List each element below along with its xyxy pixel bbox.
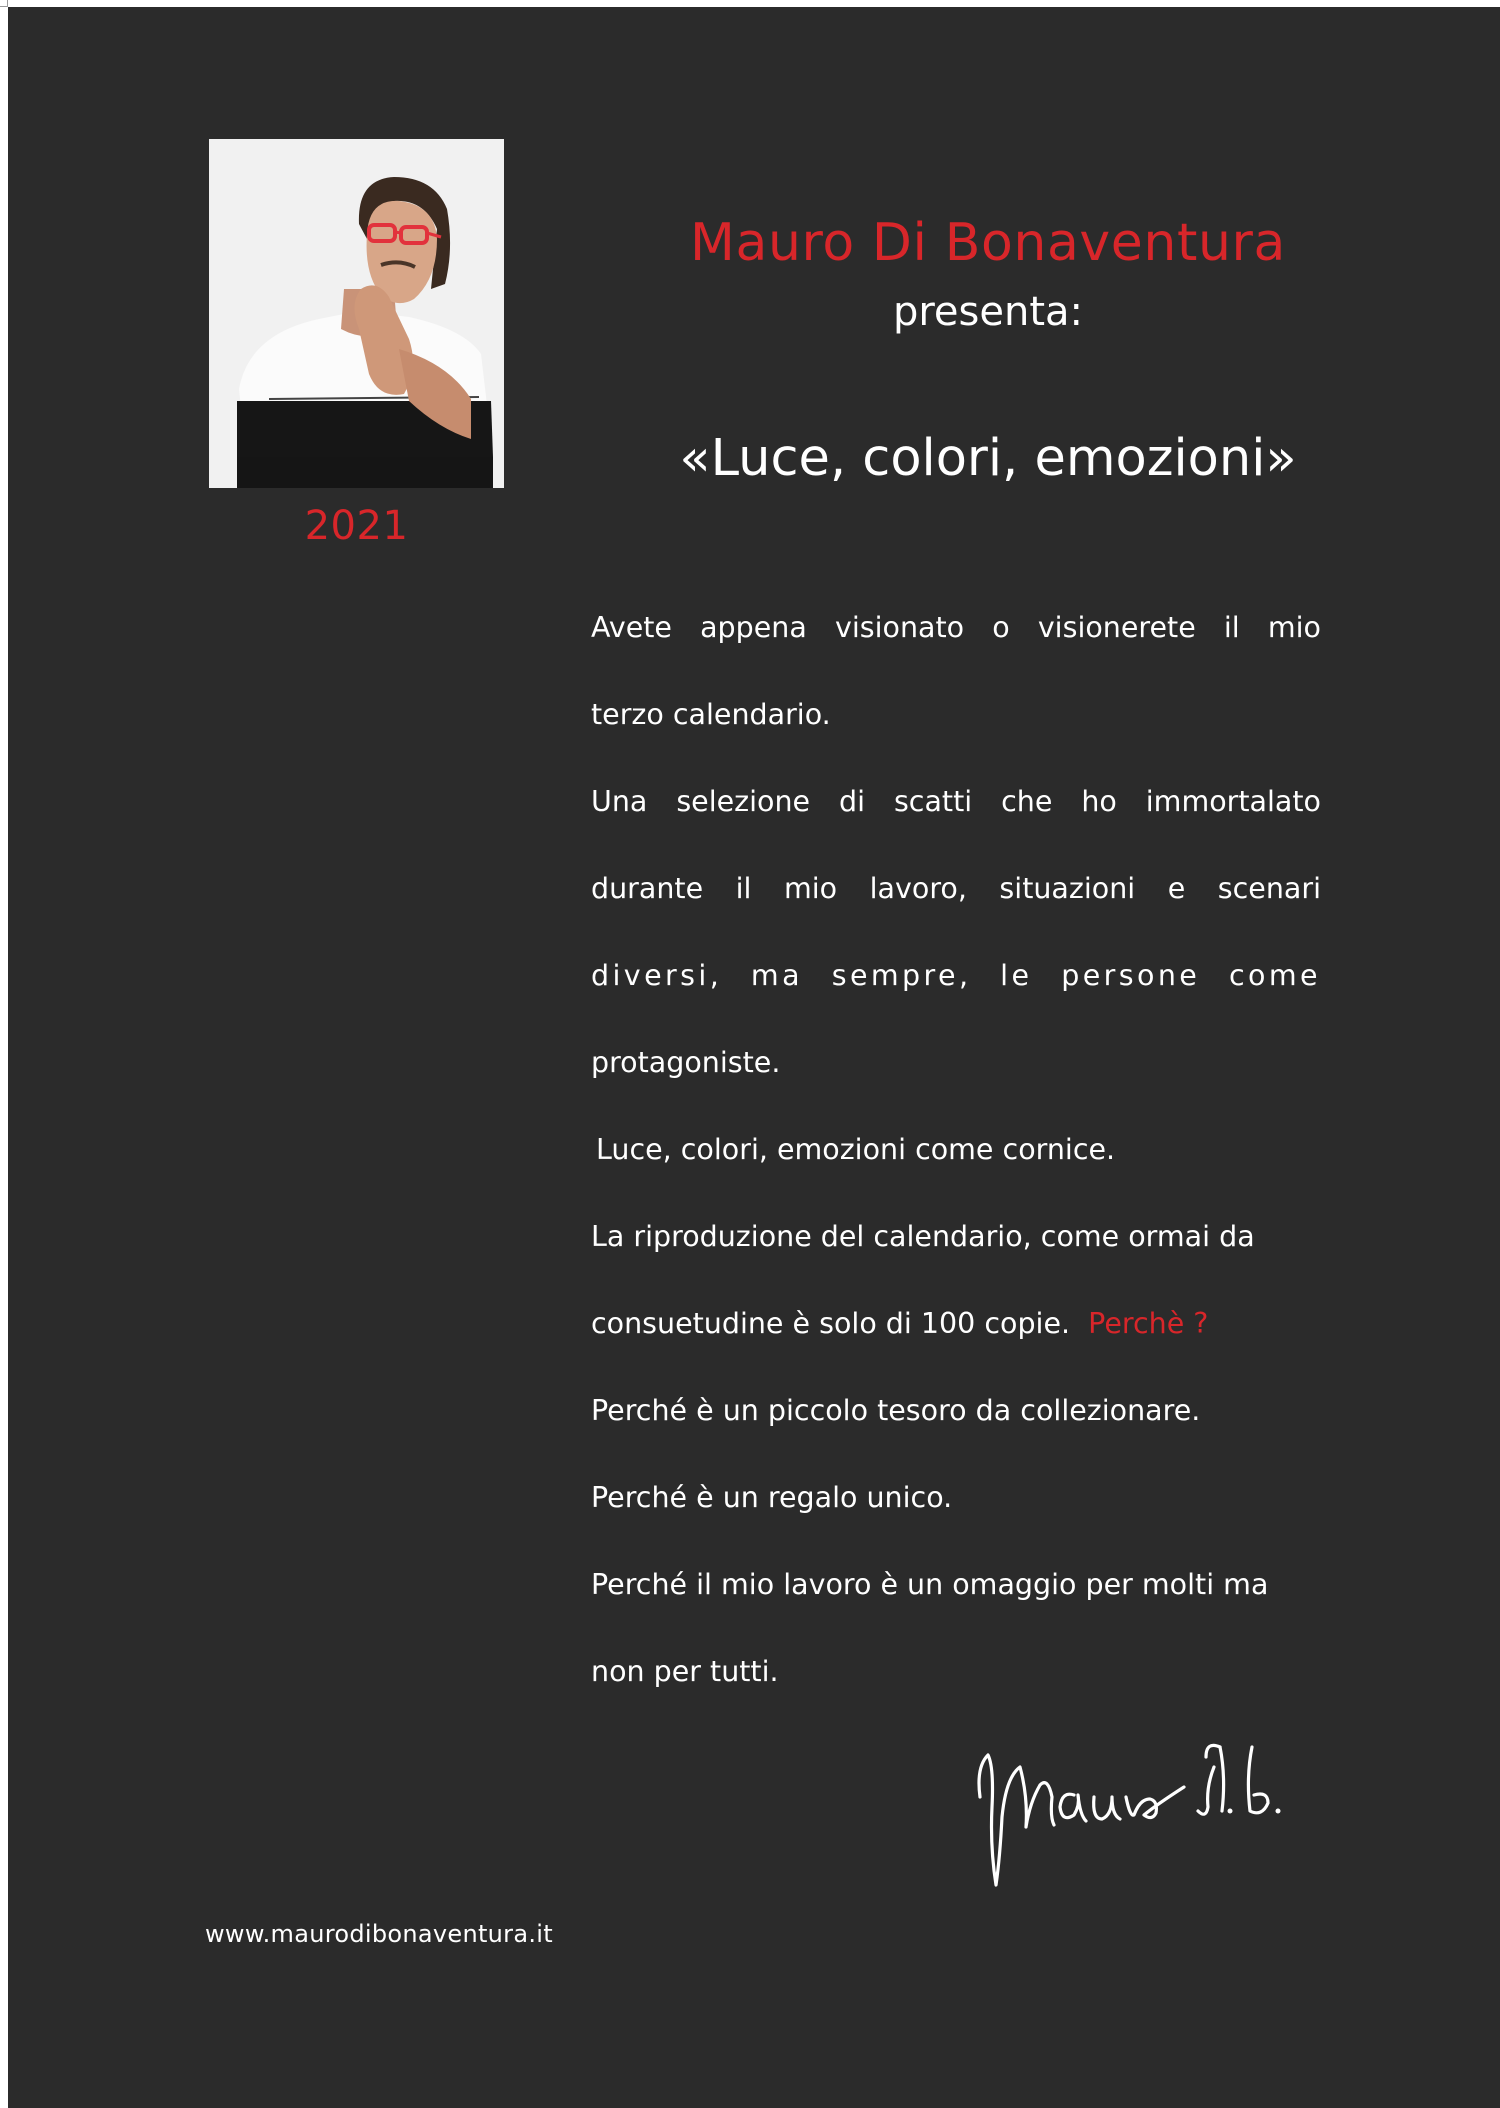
- body-line: non per tutti.: [591, 1655, 779, 1688]
- body-line: diversi, ma sempre, le persone come: [591, 959, 1321, 992]
- body-line: Perché è un regalo unico.: [591, 1481, 953, 1514]
- website-link[interactable]: www.maurodibonaventura.it: [205, 1920, 553, 1948]
- body-line: protagoniste.: [591, 1046, 781, 1079]
- calendar-title: «Luce, colori, emozioni»: [679, 429, 1297, 488]
- body-line: Una selezione di scatti che ho immortalato: [591, 785, 1321, 818]
- body-line-with-question: [591, 1280, 1321, 1367]
- author-name: Mauro Di Bonaventura: [690, 213, 1286, 273]
- body-text: [591, 584, 1321, 1715]
- calendar-year: 2021: [304, 503, 409, 549]
- body-line-text: consuetudine è solo di 100 copie.: [591, 1307, 1071, 1340]
- body-line: terzo calendario.: [591, 698, 831, 731]
- body-line: Luce, colori, emozioni come cornice.: [596, 1133, 1116, 1166]
- presents-label: presenta:: [892, 289, 1084, 335]
- page-corner-mark: [0, 0, 8, 7]
- handwritten-signature: [970, 1707, 1310, 1892]
- body-line: durante il mio lavoro, situazioni e scenari: [591, 872, 1321, 905]
- body-line: Perché il mio lavoro è un omaggio per molti ma: [591, 1568, 1269, 1601]
- body-line: Perché è un piccolo tesoro da collezionare.: [591, 1394, 1201, 1427]
- body-line: Avete appena visionato o visionerete il mio: [591, 611, 1321, 644]
- body-line: La riproduzione del calendario, come ormai da: [591, 1220, 1255, 1253]
- author-portrait-photo: [209, 139, 504, 488]
- why-highlight: Perchè ?: [1088, 1307, 1209, 1340]
- flyer-page: [8, 7, 1500, 2108]
